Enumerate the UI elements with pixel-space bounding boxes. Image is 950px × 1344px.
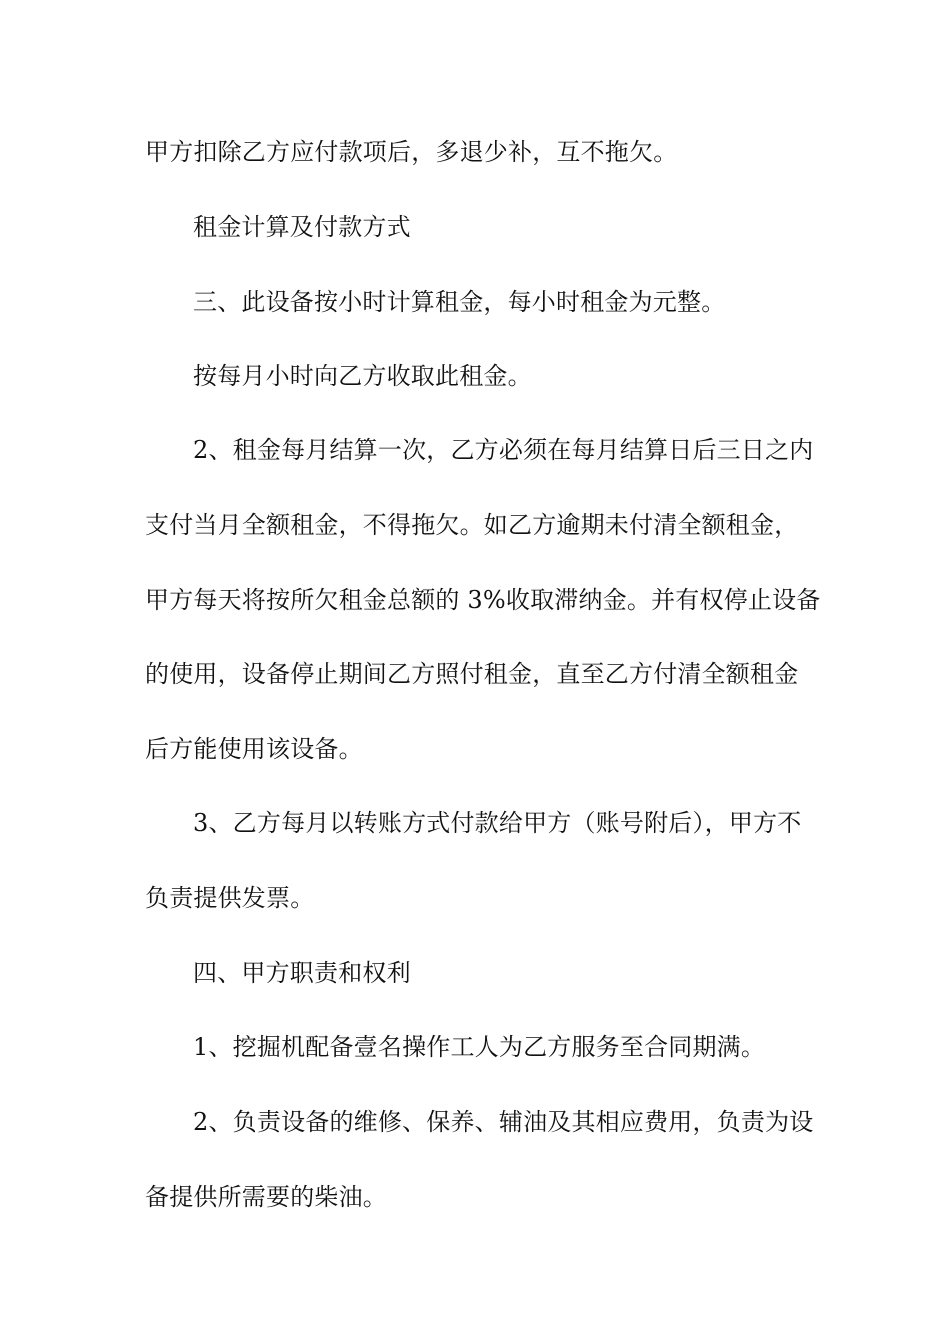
clause-2-line: 备提供所需要的柴油。 bbox=[145, 1183, 387, 1211]
clause-1-line: 1、挖掘机配备壹名操作工人为乙方服务至合同期满。 bbox=[193, 1033, 766, 1061]
paragraph-line: 甲方扣除乙方应付款项后，多退少补，互不拖欠。 bbox=[145, 138, 678, 166]
paragraph-line: 按每月小时向乙方收取此租金。 bbox=[193, 362, 532, 390]
clause-3-line: 负责提供发票。 bbox=[145, 884, 315, 912]
section-three-heading: 三、此设备按小时计算租金，每小时租金为元整。 bbox=[193, 288, 726, 316]
clause-2-line: 支付当月全额租金，不得拖欠。如乙方逾期未付清全额租金， bbox=[145, 511, 799, 539]
section-four-heading: 四、甲方职责和权利 bbox=[193, 959, 411, 987]
clause-2-line: 甲方每天将按所欠租金总额的 3%收取滞纳金。并有权停止设备 bbox=[145, 586, 821, 614]
clause-2-line: 2、租金每月结算一次，乙方必须在每月结算日后三日之内 bbox=[193, 436, 814, 464]
clause-2-line: 后方能使用该设备。 bbox=[145, 735, 363, 763]
clause-3-line: 3、乙方每月以转账方式付款给甲方（账号附后），甲方不 bbox=[193, 809, 802, 837]
section-heading-rent-payment: 租金计算及付款方式 bbox=[193, 213, 411, 241]
clause-2-line: 的使用，设备停止期间乙方照付租金，直至乙方付清全额租金 bbox=[145, 660, 799, 688]
clause-2-line: 2、负责设备的维修、保养、辅油及其相应费用，负责为设 bbox=[193, 1108, 814, 1136]
